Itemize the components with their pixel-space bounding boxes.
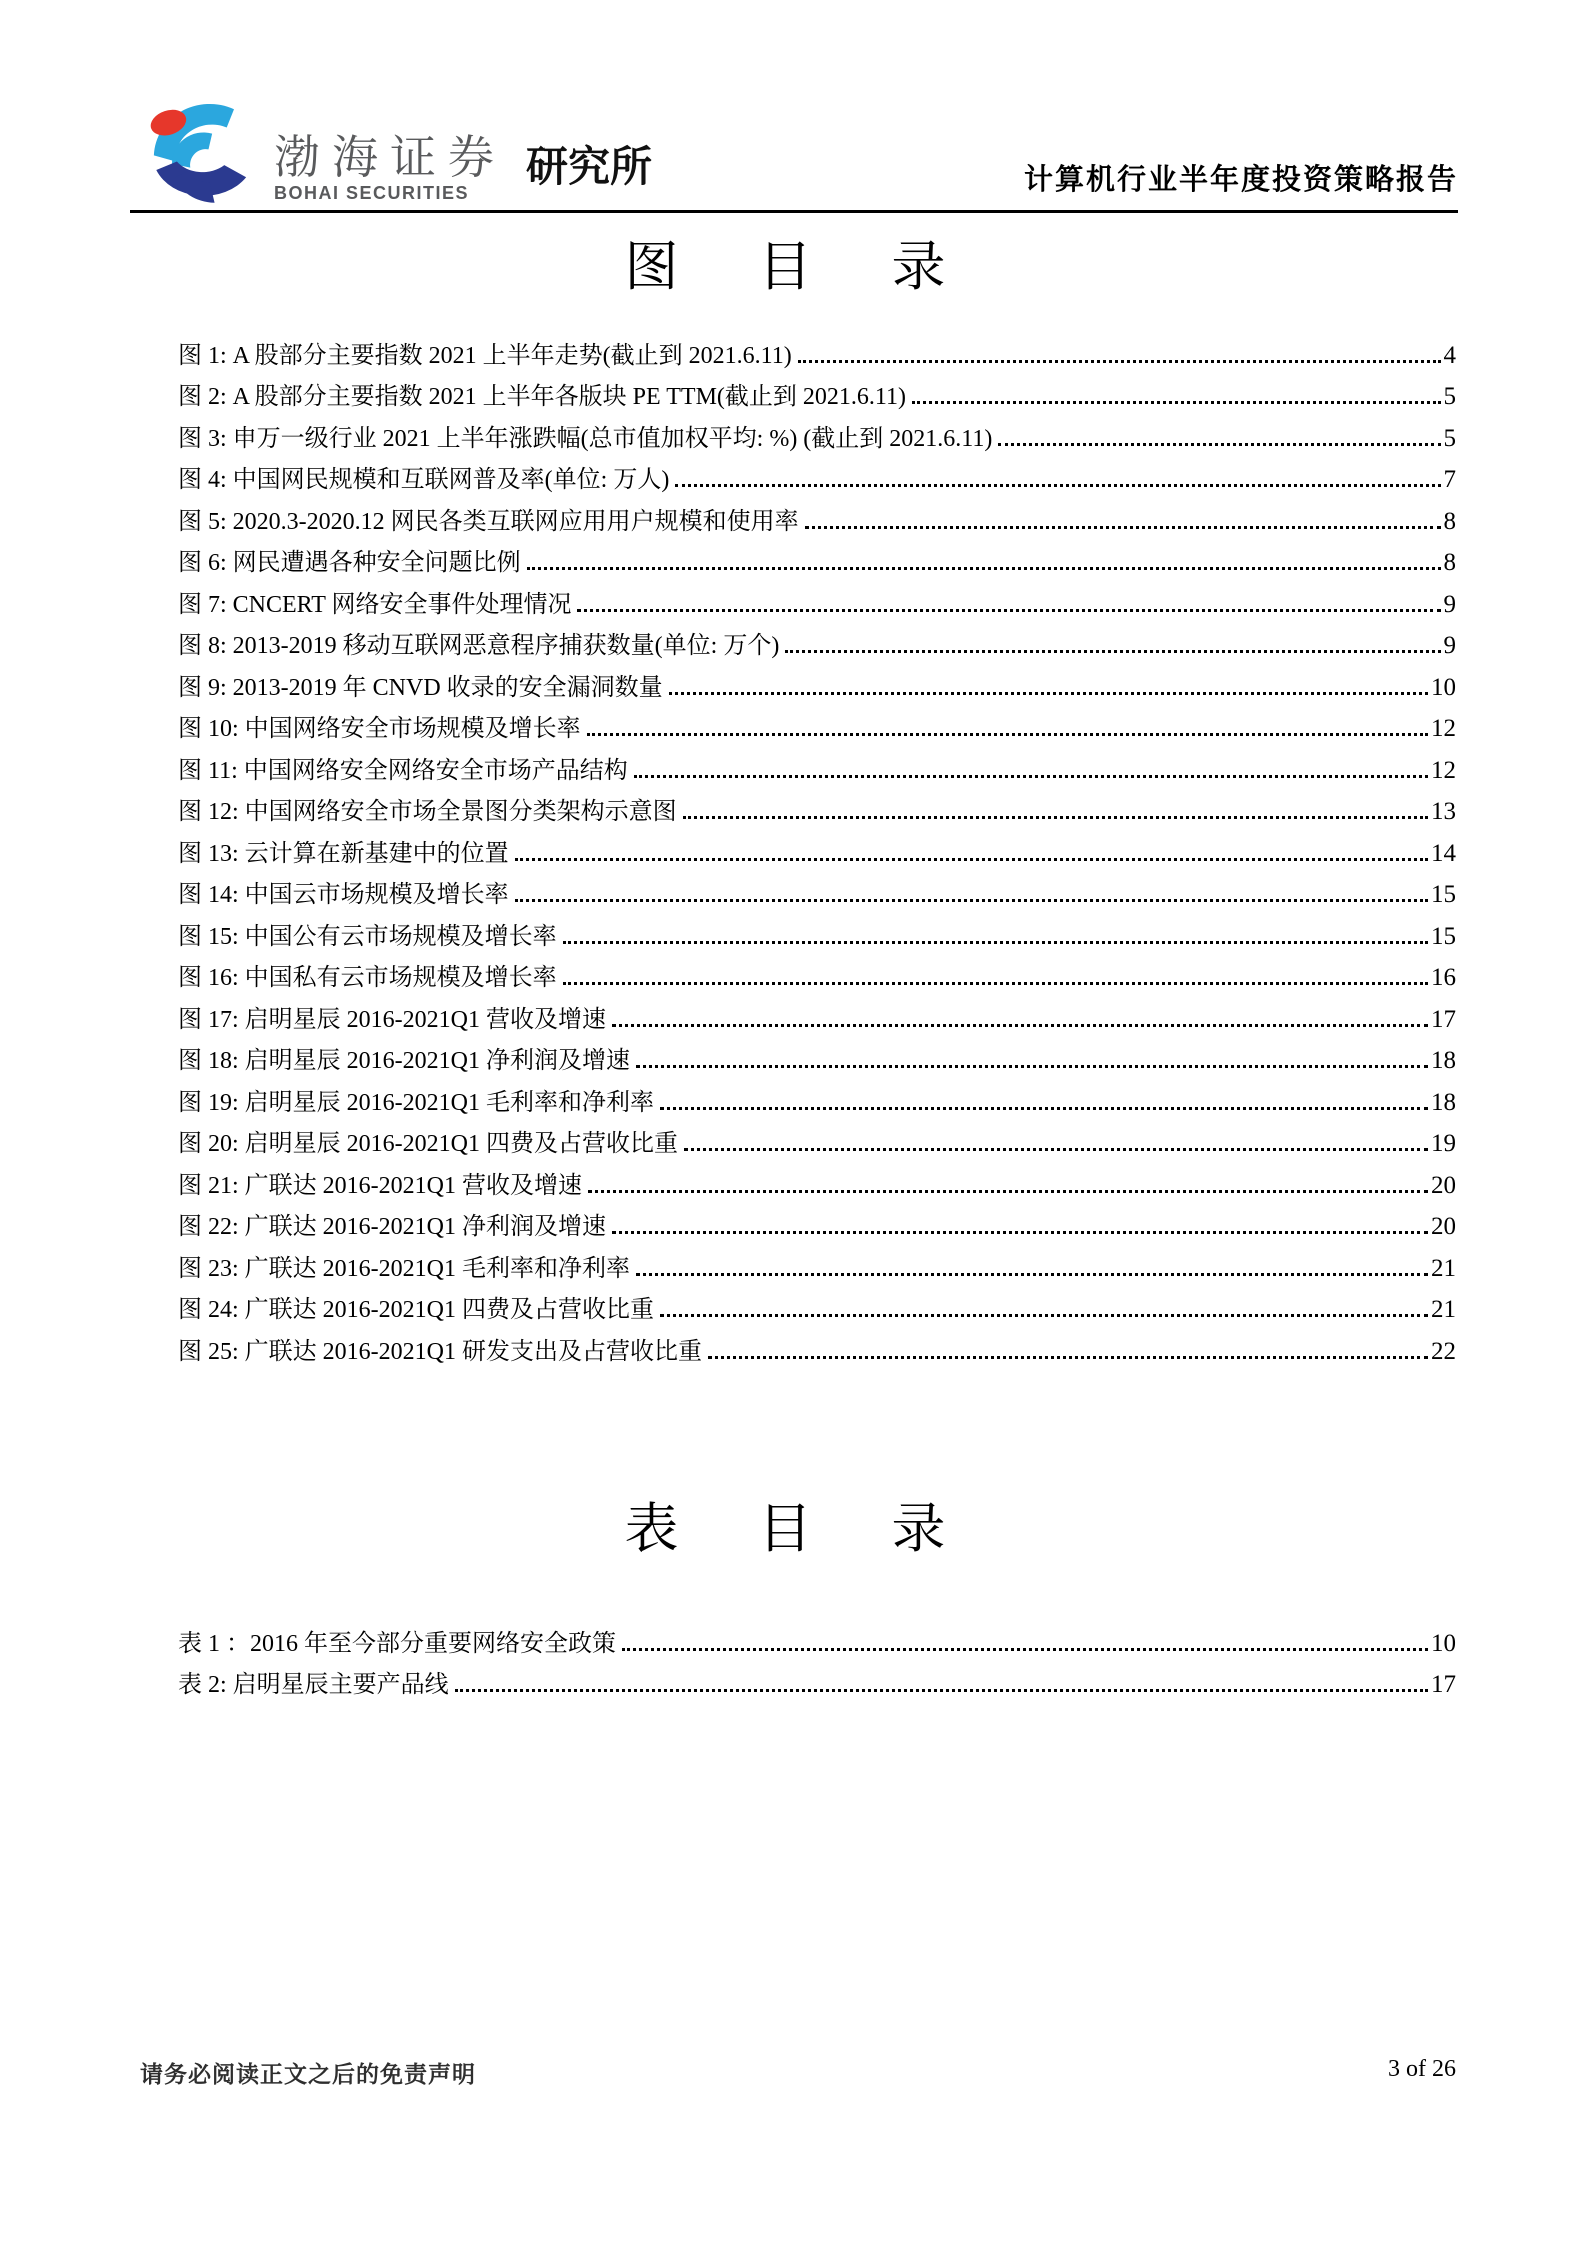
figure-toc-entry[interactable] bbox=[178, 830, 1456, 872]
toc-leader-dots bbox=[798, 360, 1441, 363]
toc-entry-page: 15 bbox=[1431, 922, 1456, 950]
toc-leader-dots bbox=[660, 1314, 1428, 1317]
footer-page-number: 3 of 26 bbox=[1388, 2056, 1456, 2082]
toc-entry-page: 20 bbox=[1431, 1171, 1456, 1199]
figure-toc-entry[interactable] bbox=[178, 457, 1456, 499]
figure-toc-entry[interactable] bbox=[178, 332, 1456, 374]
toc-leader-dots bbox=[636, 1273, 1428, 1276]
toc-entry-label: 图 21: 广联达 2016-2021Q1 营收及增速 bbox=[178, 1172, 582, 1199]
footer-disclaimer: 请务必阅读正文之后的免责声明 bbox=[140, 2061, 476, 2087]
table-toc-list bbox=[178, 1620, 1456, 1703]
toc-leader-dots bbox=[577, 609, 1440, 612]
figure-toc-title: 图 目 录 bbox=[624, 237, 962, 297]
toc-entry-page: 21 bbox=[1431, 1296, 1456, 1323]
brand-name-en: BOHAI SECURITIES bbox=[274, 183, 470, 203]
figure-toc-entry[interactable] bbox=[178, 747, 1456, 789]
toc-entry-label: 图 9: 2013-2019 年 CNVD 收录的安全漏洞数量 bbox=[178, 674, 663, 701]
toc-entry-page: 18 bbox=[1431, 1047, 1456, 1074]
figure-toc-entry[interactable] bbox=[178, 581, 1456, 623]
toc-entry-page: 15 bbox=[1431, 881, 1456, 908]
toc-entry-label: 图 20: 启明星辰 2016-2021Q1 四费及占营收比重 bbox=[178, 1131, 678, 1158]
figure-toc-entry[interactable] bbox=[178, 1287, 1456, 1329]
toc-entry-label: 图 19: 启明星辰 2016-2021Q1 毛利率和净利率 bbox=[178, 1089, 654, 1116]
toc-leader-dots bbox=[634, 775, 1428, 778]
toc-leader-dots bbox=[612, 1024, 1428, 1027]
toc-entry-label: 图 10: 中国网络安全市场规模及增长率 bbox=[178, 716, 581, 743]
figure-toc-entry[interactable] bbox=[178, 540, 1456, 582]
figure-toc-entry[interactable] bbox=[178, 1245, 1456, 1287]
report-title: 计算机行业半年度投资策略报告 bbox=[1023, 164, 1458, 196]
toc-entry-page: 4 bbox=[1443, 341, 1456, 369]
toc-leader-dots bbox=[622, 1648, 1428, 1651]
toc-entry-page: 9 bbox=[1443, 590, 1456, 618]
toc-entry-page: 8 bbox=[1443, 549, 1456, 576]
toc-entry-page: 22 bbox=[1431, 1337, 1456, 1365]
figure-toc-entry[interactable] bbox=[178, 789, 1456, 831]
figure-toc-entry[interactable] bbox=[178, 1162, 1456, 1204]
brand-block bbox=[136, 102, 652, 204]
toc-entry-page: 8 bbox=[1443, 507, 1456, 535]
toc-leader-dots bbox=[683, 816, 1428, 819]
toc-entry-page: 17 bbox=[1431, 1671, 1456, 1698]
toc-leader-dots bbox=[515, 899, 1428, 902]
figure-toc-entry[interactable] bbox=[178, 913, 1456, 955]
toc-entry-label: 图 23: 广联达 2016-2021Q1 毛利率和净利率 bbox=[178, 1255, 630, 1282]
toc-leader-dots bbox=[588, 1190, 1428, 1193]
toc-leader-dots bbox=[563, 982, 1428, 985]
toc-entry-label: 图 11: 中国网络安全网络安全市场产品结构 bbox=[178, 757, 628, 784]
toc-entry-label: 表 2: 启明星辰主要产品线 bbox=[178, 1672, 449, 1699]
toc-entry-label: 图 6: 网民遭遇各种安全问题比例 bbox=[178, 550, 521, 577]
toc-entry-page: 12 bbox=[1431, 756, 1456, 784]
toc-entry-page: 21 bbox=[1431, 1254, 1456, 1282]
toc-entry-label: 图 5: 2020.3-2020.12 网民各类互联网应用用户规模和使用率 bbox=[178, 508, 799, 535]
toc-entry-page: 20 bbox=[1431, 1213, 1456, 1240]
toc-entry-label: 图 13: 云计算在新基建中的位置 bbox=[178, 840, 509, 867]
toc-entry-page: 9 bbox=[1443, 632, 1456, 659]
toc-entry-label: 图 4: 中国网民规模和互联网普及率(单位: 万人) bbox=[178, 467, 670, 494]
toc-entry-page: 10 bbox=[1431, 673, 1456, 701]
figure-toc-entry[interactable] bbox=[178, 415, 1456, 457]
figure-toc-list bbox=[178, 332, 1456, 1370]
toc-leader-dots bbox=[455, 1689, 1428, 1692]
toc-entry-label: 图 24: 广联达 2016-2021Q1 四费及占营收比重 bbox=[178, 1297, 654, 1324]
toc-entry-label: 图 7: CNCERT 网络安全事件处理情况 bbox=[178, 591, 572, 618]
figure-toc-entry[interactable] bbox=[178, 664, 1456, 706]
toc-entry-page: 19 bbox=[1431, 1130, 1456, 1157]
header-rule bbox=[130, 210, 1458, 213]
toc-leader-dots bbox=[515, 858, 1428, 861]
toc-leader-dots bbox=[998, 443, 1440, 446]
toc-leader-dots bbox=[612, 1231, 1428, 1234]
toc-leader-dots bbox=[708, 1356, 1428, 1359]
toc-entry-label: 图 18: 启明星辰 2016-2021Q1 净利润及增速 bbox=[178, 1048, 630, 1075]
toc-leader-dots bbox=[669, 692, 1428, 695]
table-toc-entry[interactable] bbox=[178, 1620, 1456, 1662]
toc-entry-label: 图 2: A 股部分主要指数 2021 上半年各版块 PE TTM(截止到 2021.6.11) bbox=[178, 384, 907, 411]
toc-leader-dots bbox=[636, 1065, 1428, 1068]
figure-toc-entry[interactable] bbox=[178, 1121, 1456, 1163]
toc-entry-label: 图 22: 广联达 2016-2021Q1 净利润及增速 bbox=[178, 1214, 606, 1241]
figure-toc-entry[interactable] bbox=[178, 996, 1456, 1038]
page-header bbox=[130, 88, 1458, 210]
toc-entry-label: 图 16: 中国私有云市场规模及增长率 bbox=[178, 965, 557, 992]
figure-toc-entry[interactable] bbox=[178, 1079, 1456, 1121]
figure-toc-entry[interactable] bbox=[178, 955, 1456, 997]
toc-leader-dots bbox=[785, 650, 1440, 653]
figure-toc-entry[interactable] bbox=[178, 623, 1456, 665]
toc-entry-page: 13 bbox=[1431, 798, 1456, 825]
toc-entry-page: 5 bbox=[1443, 424, 1456, 452]
table-toc-title: 表 目 录 bbox=[624, 1499, 962, 1559]
toc-leader-dots bbox=[587, 733, 1428, 736]
brand-department: 研究所 bbox=[526, 143, 653, 190]
toc-leader-dots bbox=[675, 484, 1440, 487]
toc-entry-page: 17 bbox=[1431, 1005, 1456, 1033]
figure-toc-entry[interactable] bbox=[178, 706, 1456, 748]
toc-entry-label: 图 17: 启明星辰 2016-2021Q1 营收及增速 bbox=[178, 1006, 606, 1033]
toc-entry-label: 图 8: 2013-2019 移动互联网恶意程序捕获数量(单位: 万个) bbox=[178, 633, 780, 660]
toc-entry-label: 图 1: A 股部分主要指数 2021 上半年走势(截止到 2021.6.11) bbox=[178, 342, 792, 369]
toc-entry-label: 图 14: 中国云市场规模及增长率 bbox=[178, 882, 509, 909]
figure-toc-entry[interactable] bbox=[178, 1204, 1456, 1246]
toc-leader-dots bbox=[684, 1148, 1428, 1151]
brand-name-cn: 渤海证券 bbox=[274, 132, 506, 183]
toc-entry-label: 图 3: 申万一级行业 2021 上半年涨跌幅(总市值加权平均: %) (截止到 2021.6.11) bbox=[178, 425, 993, 452]
toc-entry-page: 16 bbox=[1431, 964, 1456, 991]
toc-entry-label: 图 12: 中国网络安全市场全景图分类架构示意图 bbox=[178, 799, 677, 826]
toc-entry-page: 5 bbox=[1443, 383, 1456, 410]
figure-toc-entry[interactable] bbox=[178, 1038, 1456, 1080]
toc-leader-dots bbox=[563, 941, 1428, 944]
toc-entry-label: 图 25: 广联达 2016-2021Q1 研发支出及占营收比重 bbox=[178, 1338, 702, 1365]
toc-entry-page: 10 bbox=[1431, 1629, 1456, 1657]
bohai-logo-icon bbox=[136, 102, 264, 204]
toc-leader-dots bbox=[660, 1107, 1428, 1110]
figure-toc-entry[interactable] bbox=[178, 872, 1456, 914]
figure-toc-entry[interactable] bbox=[178, 374, 1456, 416]
brand-text bbox=[274, 132, 506, 204]
toc-leader-dots bbox=[912, 401, 1440, 404]
toc-entry-label: 图 15: 中国公有云市场规模及增长率 bbox=[178, 923, 557, 950]
figure-toc-entry[interactable] bbox=[178, 1328, 1456, 1370]
toc-entry-label: 表 1 ：2016 年至今部分重要网络安全政策 bbox=[178, 1630, 616, 1657]
toc-entry-page: 18 bbox=[1431, 1088, 1456, 1116]
toc-leader-dots bbox=[527, 567, 1441, 570]
toc-leader-dots bbox=[805, 526, 1441, 529]
figure-toc-entry[interactable] bbox=[178, 498, 1456, 540]
table-toc-entry[interactable] bbox=[178, 1662, 1456, 1704]
toc-entry-page: 7 bbox=[1443, 466, 1456, 493]
toc-entry-page: 12 bbox=[1431, 715, 1456, 742]
toc-entry-page: 14 bbox=[1431, 839, 1456, 867]
